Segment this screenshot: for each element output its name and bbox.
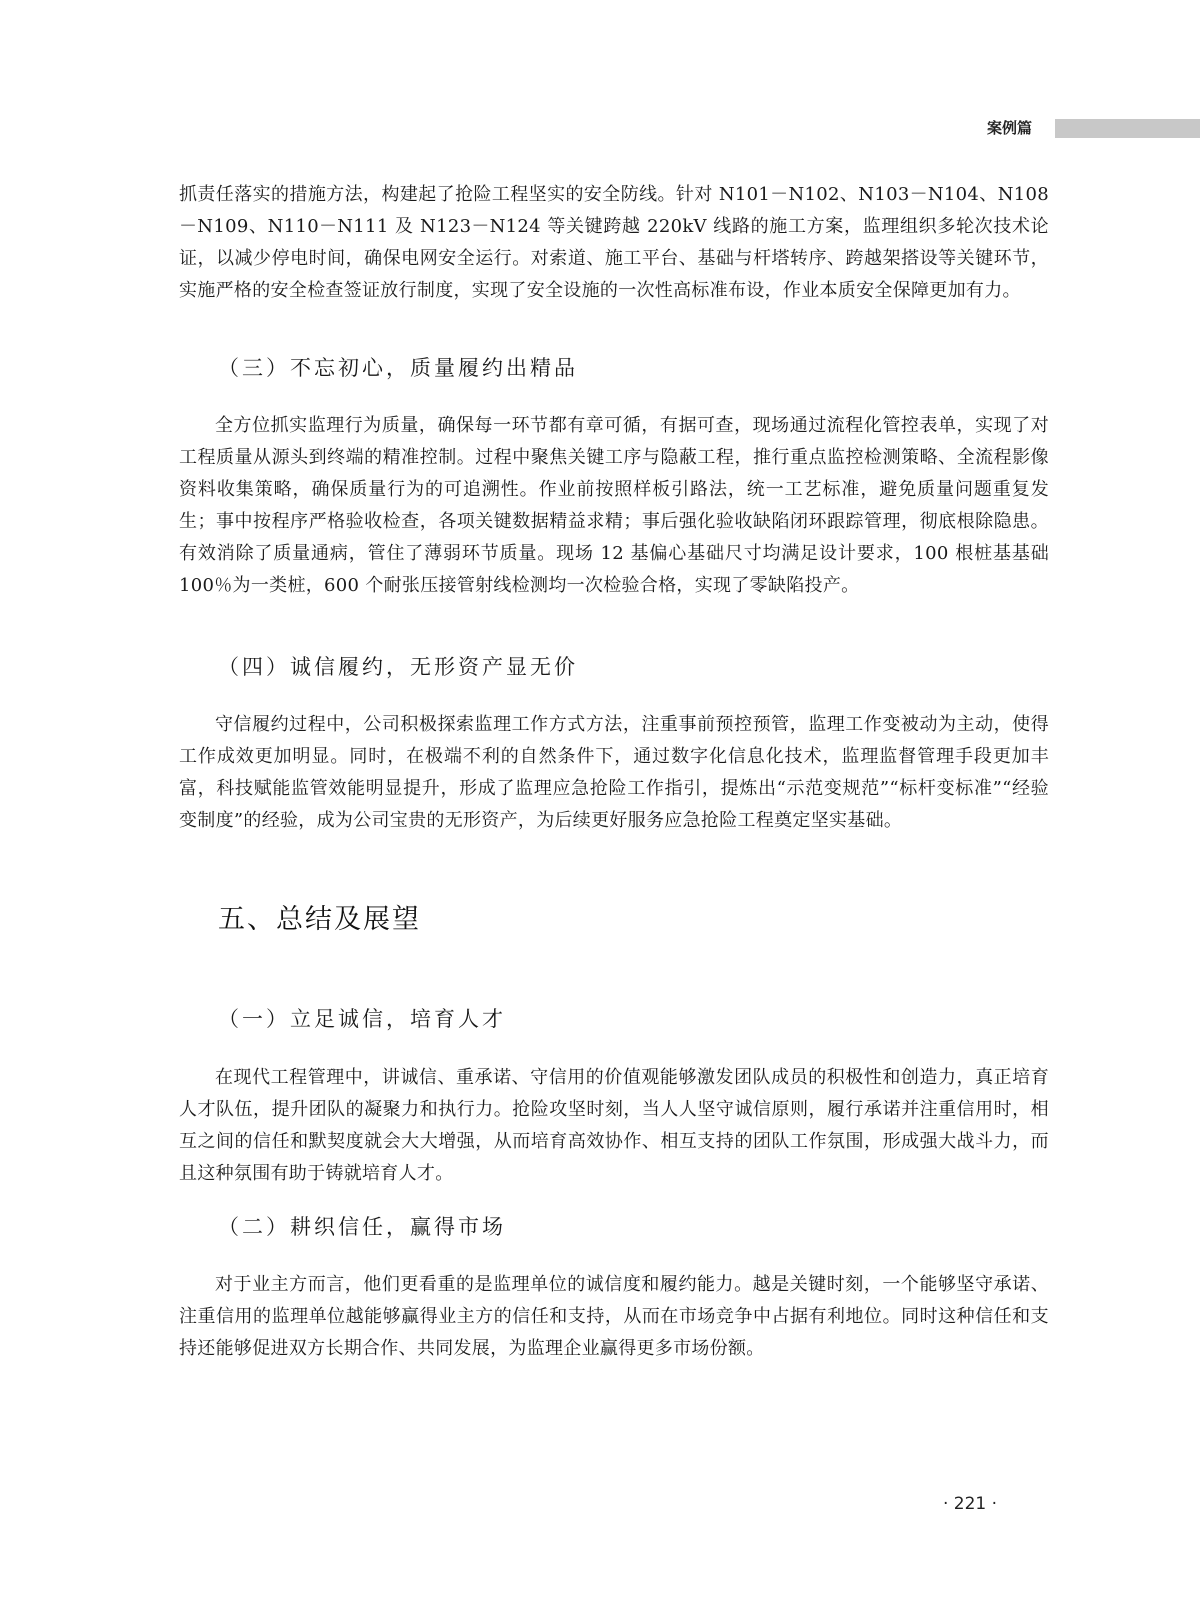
subheading-4: （四）诚信履约，无形资产显无价 [218, 655, 578, 679]
running-header [0, 118, 1200, 138]
paragraph-text: 全方位抓实监理行为质量，确保每一环节都有章可循，有据可查，现场通过流程化管控表单，实现了对工程质量从源头到终端的精准控制。过程中聚焦关键工序与隐蔽工程，推行重点监控检测策略、全流程影像资料收集策略，确保质量行为的可追溯性。作业前按照样板引路法，统一工艺标准，避免质量问题重复发生；事中按程序严格验收检查，各项关键数据精益求精；事后强化验收缺陷闭环跟踪管理，彻底根除隐患。有效消除了质量通病，管住了薄弱环节质量。现场 12 基偏心基础尺寸均满足设计要求，100 根桩基基础 100％为一类桩，600 个耐张压接管射线检测均一次检验合格，实现了零缺陷投产。 [179, 415, 1049, 596]
paragraph-5-1 [179, 1062, 1049, 1190]
paragraph-text: 抓责任落实的措施方法，构建起了抢险工程坚实的安全防线。针对 N101－N102、N103－N104、N108－N109、N110－N111 及 N123－N124 等关键跨越 220kV 线路的施工方案，监理组织多轮次技术论证，以减少停电时间，确保电网安全运行。对索道、施工平台、基础与杆塔转序、跨越架搭设等关键环节，实施严格的安全检查签证放行制度，实现了安全设施的一次性高标准布设，作业本质安全保障更加有力。 [179, 184, 1049, 301]
section-label: 案例篇 [986, 119, 1032, 137]
paragraph-text: 对于业主方而言，他们更看重的是监理单位的诚信度和履约能力。越是关键时刻，一个能够坚守承诺、注重信用的监理单位越能够赢得业主方的信任和支持，从而在市场竞争中占据有利地位。同时这种信任和支持还能够促进双方长期合作、共同发展，为监理企业赢得更多市场份额。 [179, 1274, 1049, 1359]
subheading-5-1: （一）立足诚信，培育人才 [218, 1007, 506, 1031]
subheading-3: （三）不忘初心，质量履约出精品 [218, 356, 578, 380]
section-heading-5: 五、总结及展望 [218, 904, 421, 935]
header-bar [1055, 119, 1200, 138]
paragraph-4 [179, 709, 1049, 837]
subheading-5-2: （二）耕织信任，赢得市场 [218, 1215, 506, 1239]
page-number: · 221 · [942, 1494, 998, 1514]
paragraph-intro [179, 179, 1049, 307]
paragraph-text: 守信履约过程中，公司积极探索监理工作方式方法，注重事前预控预管，监理工作变被动为主动，使得工作成效更加明显。同时，在极端不利的自然条件下，通过数字化信息化技术，监理监督管理手段更加丰富，科技赋能监管效能明显提升，形成了监理应急抢险工作指引，提炼出“示范变规范”“标杆变标准”“经验变制度”的经验，成为公司宝贵的无形资产，为后续更好服务应急抢险工程奠定坚实基础。 [179, 714, 1049, 831]
paragraph-3 [179, 410, 1049, 602]
paragraph-5-2 [179, 1269, 1049, 1365]
paragraph-text: 在现代工程管理中，讲诚信、重承诺、守信用的价值观能够激发团队成员的积极性和创造力，真正培育人才队伍，提升团队的凝聚力和执行力。抢险攻坚时刻，当人人坚守诚信原则，履行承诺并注重信用时，相互之间的信任和默契度就会大大增强，从而培育高效协作、相互支持的团队工作氛围，形成强大战斗力，而且这种氛围有助于铸就培育人才。 [179, 1067, 1049, 1184]
